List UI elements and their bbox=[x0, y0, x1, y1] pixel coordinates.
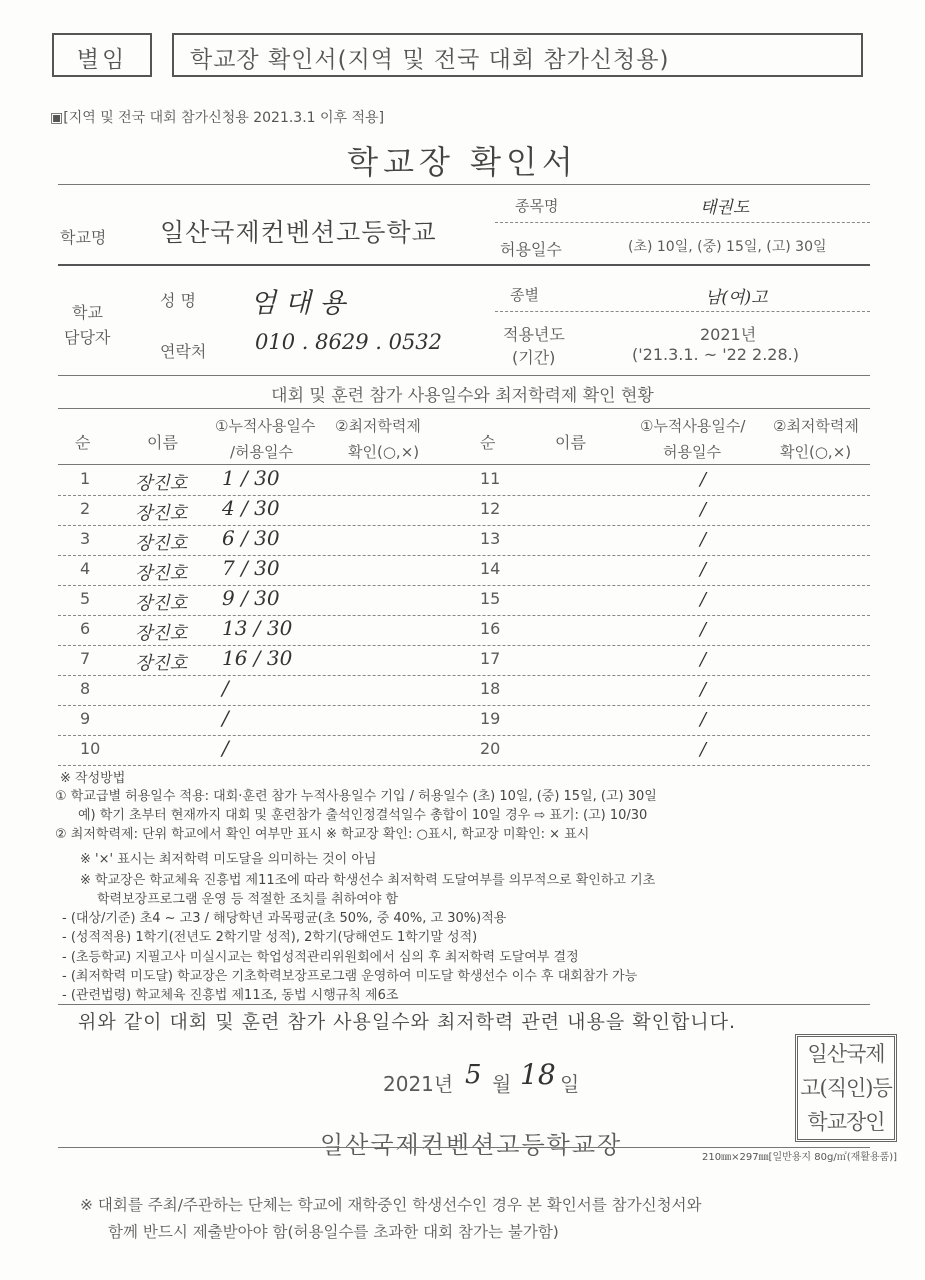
row-number: 16 bbox=[480, 619, 501, 638]
row-divider bbox=[58, 765, 870, 766]
note-line: 예) 학기 초부터 현재까지 대회 및 훈련참가 출석인정결석일수 총합이 10일 경우 ⇨ 표기: (고) 10/30 bbox=[78, 808, 648, 823]
contact-label: 연락처 bbox=[160, 342, 207, 361]
note-line: ※ 학교장은 학교체육 진흥법 제11조에 따라 학생선수 최저학력 도달여부를 의무적으로 확인하고 기초 bbox=[80, 873, 656, 888]
note-line: - (초등학교) 지필고사 미실시교는 학업성적관리위원회에서 심의 후 최저학력 도달여부 결정 bbox=[62, 950, 579, 965]
header-name: 이름 bbox=[147, 433, 178, 452]
event-label: 종목명 bbox=[515, 197, 559, 215]
table-row bbox=[0, 466, 925, 496]
row-number: 18 bbox=[480, 679, 501, 698]
cumulative-days: 16 / 30 bbox=[222, 646, 293, 670]
cumulative-days: 1 / 30 bbox=[222, 466, 280, 490]
document-title: 학교장 확인서 bbox=[347, 143, 578, 181]
header-check-right-line2: 확인(○,×) bbox=[780, 443, 852, 461]
note-line: - (성적적용) 1학기(전년도 2학기말 성적), 2학기(당해연도 1학기말 성적) bbox=[62, 930, 478, 945]
table-row bbox=[0, 556, 925, 586]
note-line: - (관련법령) 학교체육 진흥법 제11조, 동법 시행규칙 제6조 bbox=[62, 988, 399, 1003]
header-check-line2: 확인(○,×) bbox=[348, 443, 420, 461]
header-days-right-line1: ①누적사용일수/ bbox=[640, 417, 746, 435]
school-label: 학교명 bbox=[60, 228, 107, 247]
header-check-line1: ②최저학력제 bbox=[335, 417, 421, 435]
row-number: 13 bbox=[480, 529, 501, 548]
cumulative-days: / bbox=[700, 469, 707, 490]
athlete-name: 장진호 bbox=[135, 533, 188, 554]
year-label-line2: (기간) bbox=[512, 348, 556, 367]
gender-label: 종별 bbox=[510, 286, 539, 304]
allowed-days-value: (초) 10일, (중) 15일, (고) 30일 bbox=[628, 239, 827, 255]
row-number: 8 bbox=[80, 679, 91, 698]
table-row bbox=[0, 646, 925, 676]
athlete-name: 장진호 bbox=[135, 503, 188, 524]
athlete-name: 장진호 bbox=[135, 623, 188, 644]
cumulative-days: / bbox=[700, 499, 707, 520]
athlete-name: 장진호 bbox=[135, 593, 188, 614]
table-row bbox=[0, 706, 925, 736]
cumulative-days: / bbox=[222, 706, 229, 730]
header-check-right-line1: ②최저학력제 bbox=[773, 417, 859, 435]
cumulative-days: 6 / 30 bbox=[222, 526, 280, 550]
period-value: ('21.3.1. ~ '22 2.28.) bbox=[632, 345, 799, 364]
row-number: 9 bbox=[80, 709, 91, 728]
note-line: ① 학교급별 허용일수 적용: 대회·훈련 참가 누적사용일수 기입 / 허용일수 (초) 10일, (중) 15일, (고) 30일 bbox=[55, 789, 657, 804]
cumulative-days: 9 / 30 bbox=[222, 586, 280, 610]
principal-name: 일산국제컨벤션고등학교장 bbox=[320, 1131, 623, 1159]
gender-value: 남(여)고 bbox=[705, 288, 768, 308]
cumulative-days: / bbox=[700, 709, 707, 730]
note-line: 학력보장프로그램 운영 등 적절한 조치를 취하여야 함 bbox=[97, 892, 399, 907]
header-name-right: 이름 bbox=[555, 433, 586, 452]
attachment-tag-label: 별임 bbox=[76, 47, 128, 73]
note-line: - (최저학력 미도달) 학교장은 기초학력보장프로그램 운영하여 미도달 학생선수 이수 후 대회참가 가능 bbox=[62, 969, 638, 984]
row-number: 10 bbox=[80, 739, 101, 758]
cumulative-days: / bbox=[700, 589, 707, 610]
event-value: 태권도 bbox=[700, 198, 750, 218]
row-number: 12 bbox=[480, 499, 501, 518]
cumulative-days: 7 / 30 bbox=[222, 556, 280, 580]
date-day: 18 bbox=[520, 1058, 556, 1091]
cumulative-days: 13 / 30 bbox=[222, 616, 293, 640]
header-days-line2: /허용일수 bbox=[230, 443, 294, 461]
footer-note-line2: 함께 반드시 제출받아야 함(허용일수를 초과한 대회 참가는 불가함) bbox=[108, 1223, 559, 1241]
row-number: 17 bbox=[480, 649, 501, 668]
athlete-name: 장진호 bbox=[135, 563, 188, 584]
manager-label-line1: 학교 bbox=[72, 303, 103, 322]
year-label-line1: 적용년도 bbox=[503, 325, 565, 344]
header-banner-title: 학교장 확인서(지역 및 전국 대회 참가신청용) bbox=[190, 47, 670, 73]
row-number: 7 bbox=[80, 649, 91, 668]
table-row bbox=[0, 676, 925, 706]
athlete-name: 장진호 bbox=[135, 653, 188, 674]
table-row bbox=[0, 616, 925, 646]
row-number: 3 bbox=[80, 529, 91, 548]
name-label: 성 명 bbox=[160, 291, 196, 310]
header-days-right-line2: 허용일수 bbox=[663, 443, 721, 461]
note-line: - (대상/기준) 초4 ~ 고3 / 해당학년 과목평균(초 50%, 중 40%, 고 30%)적용 bbox=[62, 911, 507, 926]
table-row bbox=[0, 736, 925, 766]
athlete-name: 장진호 bbox=[135, 473, 188, 494]
official-seal: 일산국제 고(직인)등 학교장인 bbox=[795, 1034, 897, 1142]
cumulative-days: / bbox=[700, 739, 707, 760]
table-row bbox=[0, 586, 925, 616]
cumulative-days: / bbox=[700, 619, 707, 640]
header-no: 순 bbox=[75, 433, 91, 452]
row-number: 11 bbox=[480, 469, 501, 488]
cumulative-days: / bbox=[700, 529, 707, 550]
cumulative-days: / bbox=[700, 559, 707, 580]
row-number: 14 bbox=[480, 559, 501, 578]
table-caption: 대회 및 훈련 참가 사용일수와 최저학력제 확인 현황 bbox=[271, 386, 654, 406]
date-month: 5 bbox=[465, 1060, 482, 1090]
cumulative-days: / bbox=[222, 736, 229, 760]
contact-number: 010 . 8629 . 0532 bbox=[255, 330, 443, 354]
table-row bbox=[0, 526, 925, 556]
cumulative-days: / bbox=[700, 679, 707, 700]
allowed-days-label: 허용일수 bbox=[500, 240, 562, 259]
note-line: ② 최저학력제: 단위 학교에서 확인 여부만 표시 ※ 학교장 확인: ○표시, 학교장 미확인: × 표시 bbox=[55, 827, 590, 842]
cumulative-days: 4 / 30 bbox=[222, 496, 280, 520]
row-number: 20 bbox=[480, 739, 501, 758]
confirmation-statement: 위와 같이 대회 및 훈련 참가 사용일수와 최저학력 관련 내용을 확인합니다. bbox=[78, 1011, 737, 1033]
row-number: 2 bbox=[80, 499, 91, 518]
manager-name: 엄 대 용 bbox=[250, 288, 346, 319]
note-line: ※ '×' 표시는 최저학력 미도달을 의미하는 것이 아님 bbox=[80, 852, 377, 867]
row-number: 19 bbox=[480, 709, 501, 728]
cumulative-days: / bbox=[222, 676, 229, 700]
header-days-line1: ①누적사용일수 bbox=[215, 417, 316, 435]
school-name: 일산국제컨벤션고등학교 bbox=[160, 218, 437, 247]
table-row bbox=[0, 496, 925, 526]
cumulative-days: / bbox=[700, 649, 707, 670]
footer-note-line1: ※ 대회를 주최/주관하는 단체는 학교에 재학중인 학생선수인 경우 본 확인서를 참가신청서와 bbox=[80, 1196, 702, 1214]
manager-label-line2: 담당자 bbox=[64, 328, 111, 347]
row-number: 6 bbox=[80, 619, 91, 638]
row-number: 15 bbox=[480, 589, 501, 608]
form-subtitle: ▣[지역 및 전국 대회 참가신청용 2021.3.1 이후 적용] bbox=[50, 110, 385, 126]
header-no-right: 순 bbox=[480, 433, 496, 452]
date-year: 2021년 bbox=[383, 1072, 454, 1096]
date-month-unit: 월 bbox=[492, 1072, 512, 1096]
date-day-unit: 일 bbox=[560, 1072, 580, 1096]
row-number: 5 bbox=[80, 589, 91, 608]
paper-size-note: 210㎜×297㎜[일반용지 80g/㎡(재활용품)] bbox=[702, 1152, 898, 1163]
row-number: 1 bbox=[80, 469, 91, 488]
row-number: 4 bbox=[80, 559, 91, 578]
note-line: ※ 작성방법 bbox=[60, 771, 126, 786]
year-value: 2021년 bbox=[700, 325, 757, 344]
